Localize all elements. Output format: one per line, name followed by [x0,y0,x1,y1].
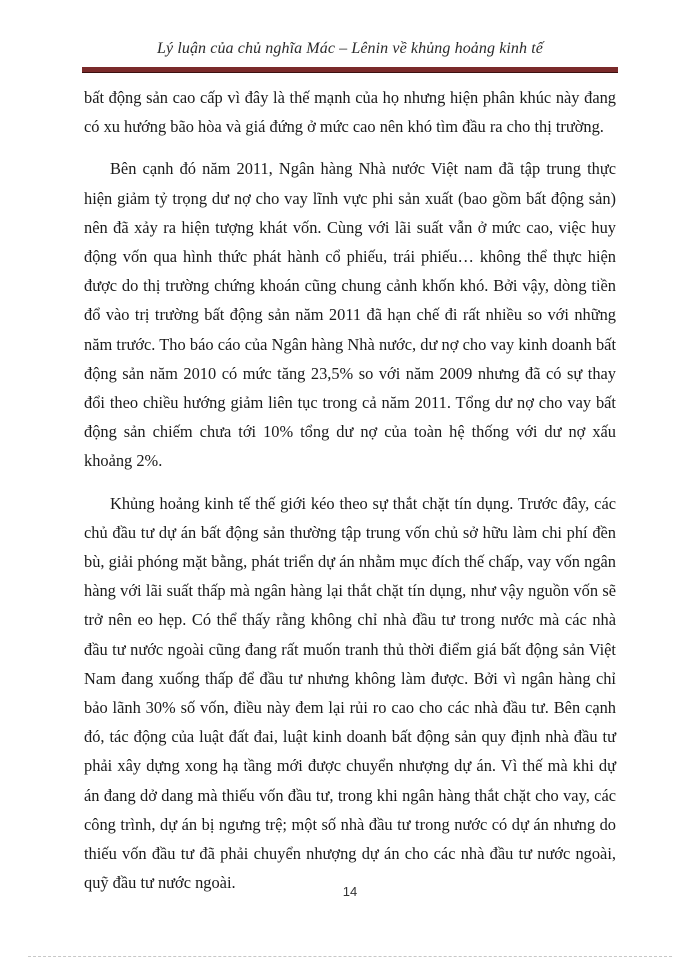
body-text [84,83,616,910]
running-header: Lý luận của chủ nghĩa Mác – Lênin về khủng hoảng kinh tế [157,40,543,57]
page-number: 14 [342,884,358,899]
header-rule [82,67,618,73]
page-bottom-divider [28,956,672,957]
paragraph: Bên cạnh đó năm 2011, Ngân hàng Nhà nước Việt nam đã tập trung thực hiện giảm tỷ trọng dư nợ cho vay lĩnh vực phi sản xuất (bao gồm bất động sản) nên đã xảy ra hiện tượng khát vốn. Cùng với lãi suất vẫn ở mức cao, việc huy động vốn qua hình thức phát hành cổ phiếu, trái phiếu… không thể thực hiện được do thị trường chứng khoán cũng chung cảnh khốn khó. Bởi vậy, dòng tiền đổ vào trị trường bất động sản năm 2011 đã hạn chế đi rất nhiều so với những năm trước. Tho báo cáo của Ngân hàng Nhà nước, dư nợ cho vay kinh doanh bất động sản năm 2010 có mức tăng 23,5% so với năm 2009 nhưng đã có sự thay đổi theo chiều hướng giảm liên tục trong cả năm 2011. Tổng dư nợ cho vay bất động sản chiếm chưa tới 10% tổng dư nợ của toàn hệ thống với dư nợ xấu khoảng 2%. [84,159,616,471]
paragraph-continuation: bất động sản cao cấp vì đây là thế mạnh của họ nhưng hiện phân khúc này đang có xu hướng bão hòa và giá đứng ở mức cao nên khó tìm đầu ra cho thị trường. [84,88,616,137]
paragraph: Khủng hoảng kinh tế thế giới kéo theo sự thắt chặt tín dụng. Trước đây, các chủ đầu tư dự án bất động sản thường tập trung vốn chủ sở hữu làm chi phí đền bù, giải phóng mặt bằng, phát triển dự án nhằm mục đích thế chấp, vay vốn ngân hàng với lãi suất thấp mà ngân hàng lại thắt chặt tín dụng, như vậy nguồn vốn sẽ trở nên eo hẹp. Có thể thấy rằng không chỉ nhà đầu tư trong nước mà các nhà đầu tư nước ngoài cũng đang rất muốn tranh thủ thời điểm giá bất động sản Việt Nam đang xuống thấp để đầu tư nhưng không làm được. Bởi vì ngân hàng chỉ bảo lãnh 30% số vốn, điều này đem lại rủi ro cao cho các nhà đầu tư. Bên cạnh đó, tác động của luật đất đai, luật kinh doanh bất động sản quy định nhà đầu tư phải xây dựng xong hạ tầng mới được chuyển nhượng dự án. Vì thế mà khi dự án đang dở dang mà thiếu vốn đầu tư, trong khi ngân hàng thắt chặt cho vay, các công trình, dự án bị ngưng trệ; một số nhà đầu tư trong nước có dự án nhưng do thiếu vốn đầu tư đã phải chuyển nhượng dự án cho các nhà đầu tư nước ngoài, quỹ đầu tư nước ngoài. [84,493,616,893]
